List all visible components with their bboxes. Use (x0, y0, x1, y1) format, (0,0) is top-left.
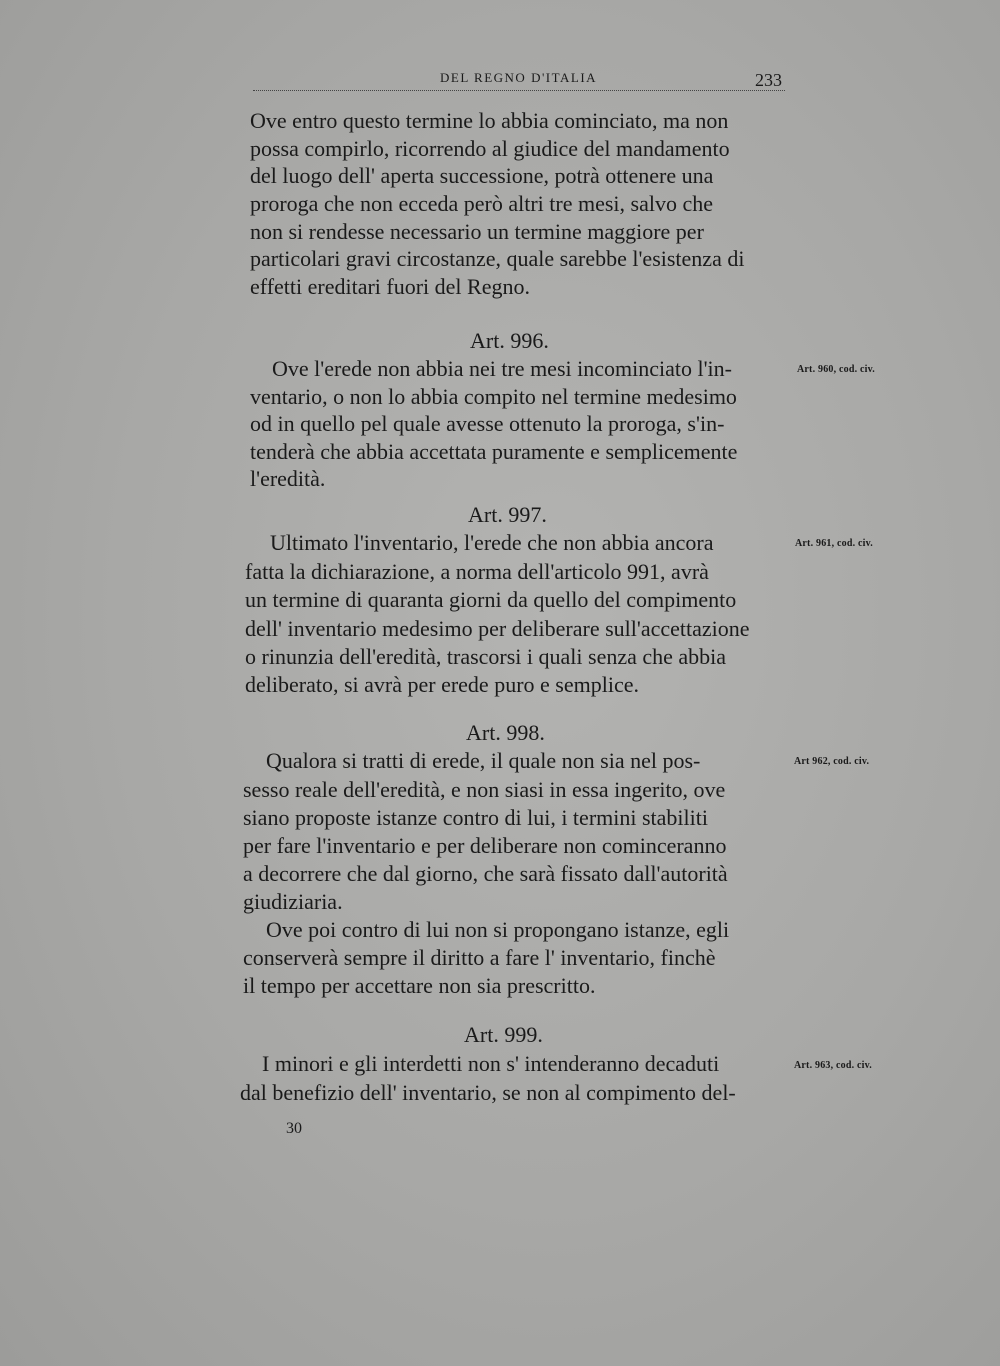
text-line: del luogo dell' aperta successione, potrà ottenere una (250, 163, 714, 188)
text-line: dal benefizio dell' inventario, se non al compimento del- (240, 1080, 736, 1105)
text-line: I minori e gli interdetti non s' intenderanno decaduti (262, 1051, 720, 1076)
text-line: Ultimato l'inventario, l'erede che non abbia ancora (270, 530, 714, 555)
article-heading: Art. 997. (468, 502, 547, 527)
text-line: proroga che non ecceda però altri tre mesi, salvo che (250, 191, 714, 216)
text-line: a decorrere che dal giorno, che sarà fissato dall'autorità (243, 861, 728, 886)
text-line: effetti ereditari fuori del Regno. (250, 274, 530, 299)
page-number: 233 (755, 70, 782, 90)
text-line: il tempo per accettare non sia prescritto. (243, 973, 596, 998)
text-line: Ove entro questo termine lo abbia cominciato, ma non (250, 108, 729, 133)
margin-note: Art. 960, cod. civ. (797, 364, 875, 375)
text-line: Ove poi contro di lui non si propongano istanze, egli (266, 917, 730, 942)
text-line: Ove l'erede non abbia nei tre mesi incominciato l'in- (272, 356, 732, 381)
text-line: deliberato, si avrà per erede puro e semplice. (245, 672, 639, 697)
article-heading: Art. 998. (466, 720, 545, 745)
text-line: siano proposte istanze contro di lui, i termini stabiliti (243, 805, 708, 830)
text-line: non si rendesse necessario un termine maggiore per (250, 219, 704, 244)
text-line: ventario, o non lo abbia compito nel termine medesimo (250, 384, 737, 409)
text-line: particolari gravi circostanze, quale sarebbe l'esistenza di (250, 246, 745, 271)
text-line: Qualora si tratti di erede, il quale non sia nel pos- (266, 748, 701, 773)
signature-mark: 30 (286, 1120, 302, 1137)
margin-note: Art 962, cod. civ. (794, 756, 870, 767)
text-line: sesso reale dell'eredità, e non siasi in essa ingerito, ove (243, 777, 726, 802)
text-line: tenderà che abbia accettata puramente e semplicemente (250, 439, 738, 464)
text-line: conserverà sempre il diritto a fare l' inventario, finchè (243, 945, 716, 970)
text-line: giudiziaria. (243, 889, 343, 914)
text-line: fatta la dichiarazione, a norma dell'articolo 991, avrà (245, 559, 709, 584)
header-rule (253, 90, 785, 91)
article-heading: Art. 999. (464, 1022, 543, 1047)
text-line: o rinunzia dell'eredità, trascorsi i quali senza che abbia (245, 644, 727, 669)
article-heading: Art. 996. (470, 328, 549, 353)
text-line: per fare l'inventario e per deliberare non cominceranno (243, 833, 727, 858)
running-head: DEL REGNO D'ITALIA (440, 70, 598, 85)
text-line: od in quello pel quale avesse ottenuto la proroga, s'in- (250, 411, 725, 436)
text-line: dell' inventario medesimo per deliberare sull'accettazione (245, 616, 750, 641)
text-line: l'eredità. (250, 466, 326, 491)
margin-note: Art. 961, cod. civ. (795, 538, 873, 549)
text-line: un termine di quaranta giorni da quello del compimento (245, 587, 737, 612)
margin-note: Art. 963, cod. civ. (794, 1060, 872, 1071)
text-line: possa compirlo, ricorrendo al giudice del mandamento (250, 136, 730, 161)
